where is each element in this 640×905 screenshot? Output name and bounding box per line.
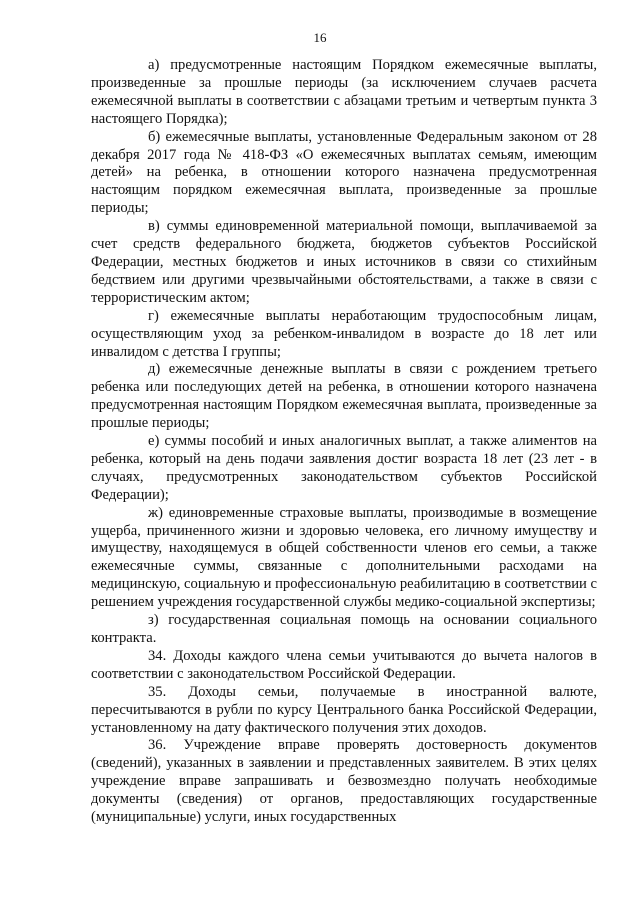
- paragraph-item-b: б) ежемесячные выплаты, установленные Федеральным законом от 28 декабря 2017 года № 418-ФЗ «О ежемесячных выплатах семьям, имеющим детей» на ребенка, в отношении которого назначена предусмотренная настоящим порядком ежемесячная выплата, произведенные за прошлые периоды;: [91, 128, 597, 217]
- paragraph-34: 34. Доходы каждого члена семьи учитываются до вычета налогов в соответствии с законодательством Российской Федерации.: [91, 647, 597, 682]
- page-number: 16: [313, 30, 327, 45]
- paragraph-item-g: г) ежемесячные выплаты неработающим трудоспособным лицам, осуществляющим уход за ребенком-инвалидом в возрасте до 18 лет или инвалидом с детства I группы;: [91, 307, 597, 360]
- paragraph-35: 35. Доходы семьи, получаемые в иностранной валюте, пересчитываются в рубли по курсу Центрального банка Российской Федерации, установленному на дату фактического получения этих доходов.: [91, 683, 597, 736]
- paragraph-item-e: е) суммы пособий и иных аналогичных выплат, а также алиментов на ребенка, который на день подачи заявления достиг возраста 18 лет (23 лет - в случаях, предусмотренных законодательством субъектов Российской Федерации);: [91, 433, 597, 503]
- paragraph-item-v: в) суммы единовременной материальной помощи, выплачиваемой за счет средств федерального бюджета, бюджетов субъектов Российской Федерации, местных бюджетов и иных источников в связи со стихийным бедствием или другими чрезвычайными обстоятельствами, а также в связи с террористическим актом;: [91, 218, 597, 306]
- paragraph-item-zh: ж) единовременные страховые выплаты, производимые в возмещение ущерба, причиненного жизни и здоровью человека, его личному имуществу и имуществу, находящемуся в общей собственности членов его семьи, а также ежемесячные суммы, связанные с дополнительными расходами на медицинскую, социальную и профессиональную реабилитацию в соответствии с решением учреждения государственной службы медико-социальной экспертизы;: [91, 504, 597, 611]
- document-body: [91, 57, 597, 827]
- paragraph-item-z: з) государственная социальная помощь на основании социального контракта.: [91, 612, 597, 646]
- paragraph-36: 36. Учреждение вправе проверять достоверность документов (сведений), указанных в заявлении и представленных заявителем. В этих целях учреждение вправе запрашивать и безвозмездно получать необходимые документы (сведения) от органов, предоставляющих государственные (муниципальные) услуги, иных государственных: [91, 737, 597, 826]
- paragraph-item-d: д) ежемесячные денежные выплаты в связи с рождением третьего ребенка или последующих детей на ребенка, в отношении которого назначена предусмотренная настоящим Порядком ежемесячная выплата, произведенные за прошлые периоды;: [91, 361, 597, 432]
- paragraph-item-a: а) предусмотренные настоящим Порядком ежемесячные выплаты, произведенные за прошлые периоды (за исключением случаев расчета ежемесячной выплаты в соответствии с абзацами третьим и четвертым пункта 3 настоящего Порядка);: [91, 57, 597, 127]
